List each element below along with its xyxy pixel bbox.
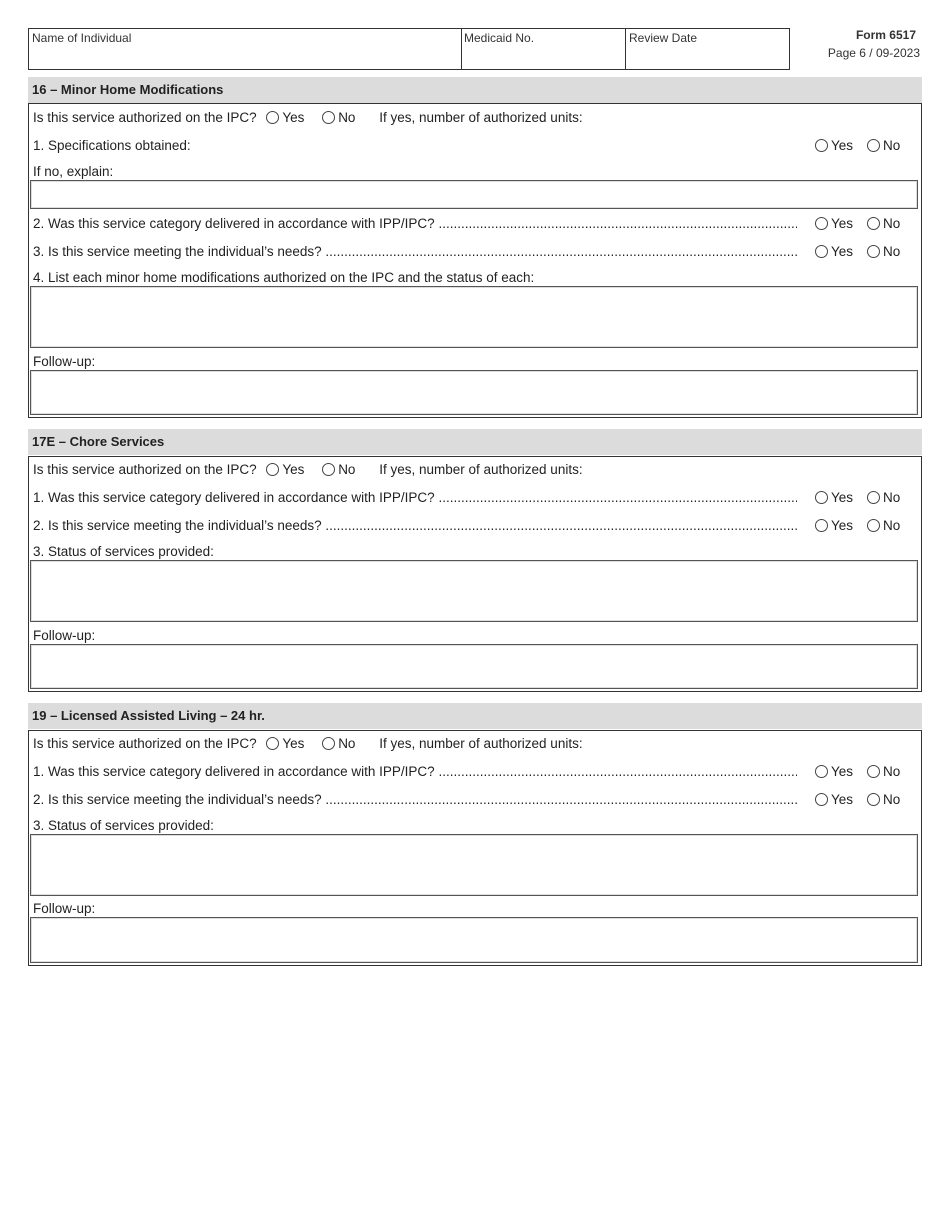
authorized-question: Is this service authorized on the IPC? [33,462,257,477]
authorized-yes-radio[interactable] [266,737,279,750]
yes-label: Yes [282,110,305,125]
section-16-modifications-input[interactable] [30,286,918,348]
yes-label: Yes [831,792,854,807]
q1-yes-radio[interactable] [815,765,828,778]
section-19-q2-options [815,792,900,807]
section-16-follow-up-input[interactable] [30,370,918,415]
section-17e-follow-up-input[interactable] [30,644,918,689]
section-16-if-no-label: If no, explain: [33,164,114,179]
name-of-individual-label: Name of Individual [32,31,132,45]
authorized-no-radio[interactable] [322,737,335,750]
section-19-q3: 3. Status of services provided: [33,818,214,833]
section-17e-q1-options [815,490,900,505]
authorized-yes-radio[interactable] [266,463,279,476]
q1-no-radio[interactable] [867,491,880,504]
yes-label: Yes [831,244,854,259]
section-17e-q2-options [815,518,900,533]
section-19-q1-options [815,764,900,779]
review-date-label: Review Date [629,31,698,45]
medicaid-number-field[interactable] [461,28,626,70]
section-16-q4: 4. List each minor home modifications authorized on the IPC and the status of each: [33,270,535,285]
q3-yes-radio[interactable] [815,245,828,258]
section-19-authorized-row [33,736,583,751]
q2-yes-radio[interactable] [815,217,828,230]
units-label: If yes, number of authorized units: [379,110,583,125]
yes-label: Yes [282,736,305,751]
q1-no-radio[interactable] [867,139,880,152]
no-label: No [883,792,901,807]
yes-label: Yes [831,490,854,505]
name-of-individual-field[interactable] [28,28,462,70]
q1-no-radio[interactable] [867,765,880,778]
section-16-title: 16 – Minor Home Modifications [28,77,922,103]
no-label: No [338,462,356,477]
no-label: No [883,764,901,779]
section-16-q3-options [815,244,900,259]
section-19-status-input[interactable] [30,834,918,896]
no-label: No [338,110,356,125]
q1-yes-radio[interactable] [815,491,828,504]
section-17e-q1: 1. Was this service category delivered in accordance with IPP/IPC? ..... [33,490,797,505]
no-label: No [883,244,901,259]
section-16-q2: 2. Was this service category delivered in accordance with IPP/IPC? ..... [33,216,797,231]
section-16-q1: 1. Specifications obtained: [33,138,191,153]
authorized-no-radio[interactable] [322,111,335,124]
form-number: Form 6517 [855,28,916,42]
section-16-authorized-row [33,110,583,125]
q3-no-radio[interactable] [867,245,880,258]
q2-yes-radio[interactable] [815,793,828,806]
q2-no-radio[interactable] [867,217,880,230]
authorized-question: Is this service authorized on the IPC? [33,736,257,751]
section-19-follow-up-label: Follow-up: [33,901,96,916]
yes-label: Yes [282,462,305,477]
section-17e-authorized-row [33,462,583,477]
section-16-follow-up-label: Follow-up: [33,354,96,369]
no-label: No [883,138,901,153]
section-16-q1-options [815,138,900,153]
no-label: No [883,490,901,505]
authorized-question: Is this service authorized on the IPC? [33,110,257,125]
q2-yes-radio[interactable] [815,519,828,532]
units-label: If yes, number of authorized units: [379,462,583,477]
q2-no-radio[interactable] [867,793,880,806]
section-19-title: 19 – Licensed Assisted Living – 24 hr. [28,703,922,729]
no-label: No [883,216,901,231]
no-label: No [338,736,356,751]
units-label: If yes, number of authorized units: [379,736,583,751]
yes-label: Yes [831,138,854,153]
no-label: No [883,518,901,533]
section-16-q2-options [815,216,900,231]
q1-yes-radio[interactable] [815,139,828,152]
yes-label: Yes [831,216,854,231]
review-date-field[interactable] [625,28,790,70]
page-info: Page 6 / 09-2023 [827,46,920,60]
authorized-no-radio[interactable] [322,463,335,476]
authorized-yes-radio[interactable] [266,111,279,124]
section-17e-status-input[interactable] [30,560,918,622]
section-19-q2: 2. Is this service meeting the individual’s needs? ..... [33,792,797,807]
section-16-explain-input[interactable] [30,180,918,209]
section-16-q3: 3. Is this service meeting the individual’s needs? ..... [33,244,797,259]
section-17e-q2: 2. Is this service meeting the individual’s needs? ..... [33,518,797,533]
section-19-q1: 1. Was this service category delivered in accordance with IPP/IPC? ..... [33,764,797,779]
section-19-follow-up-input[interactable] [30,917,918,963]
form-identifier [780,28,920,60]
section-17e-follow-up-label: Follow-up: [33,628,96,643]
section-17e-q3: 3. Status of services provided: [33,544,214,559]
q2-no-radio[interactable] [867,519,880,532]
yes-label: Yes [831,764,854,779]
yes-label: Yes [831,518,854,533]
section-17e-title: 17E – Chore Services [28,429,922,455]
medicaid-number-label: Medicaid No. [464,31,535,45]
